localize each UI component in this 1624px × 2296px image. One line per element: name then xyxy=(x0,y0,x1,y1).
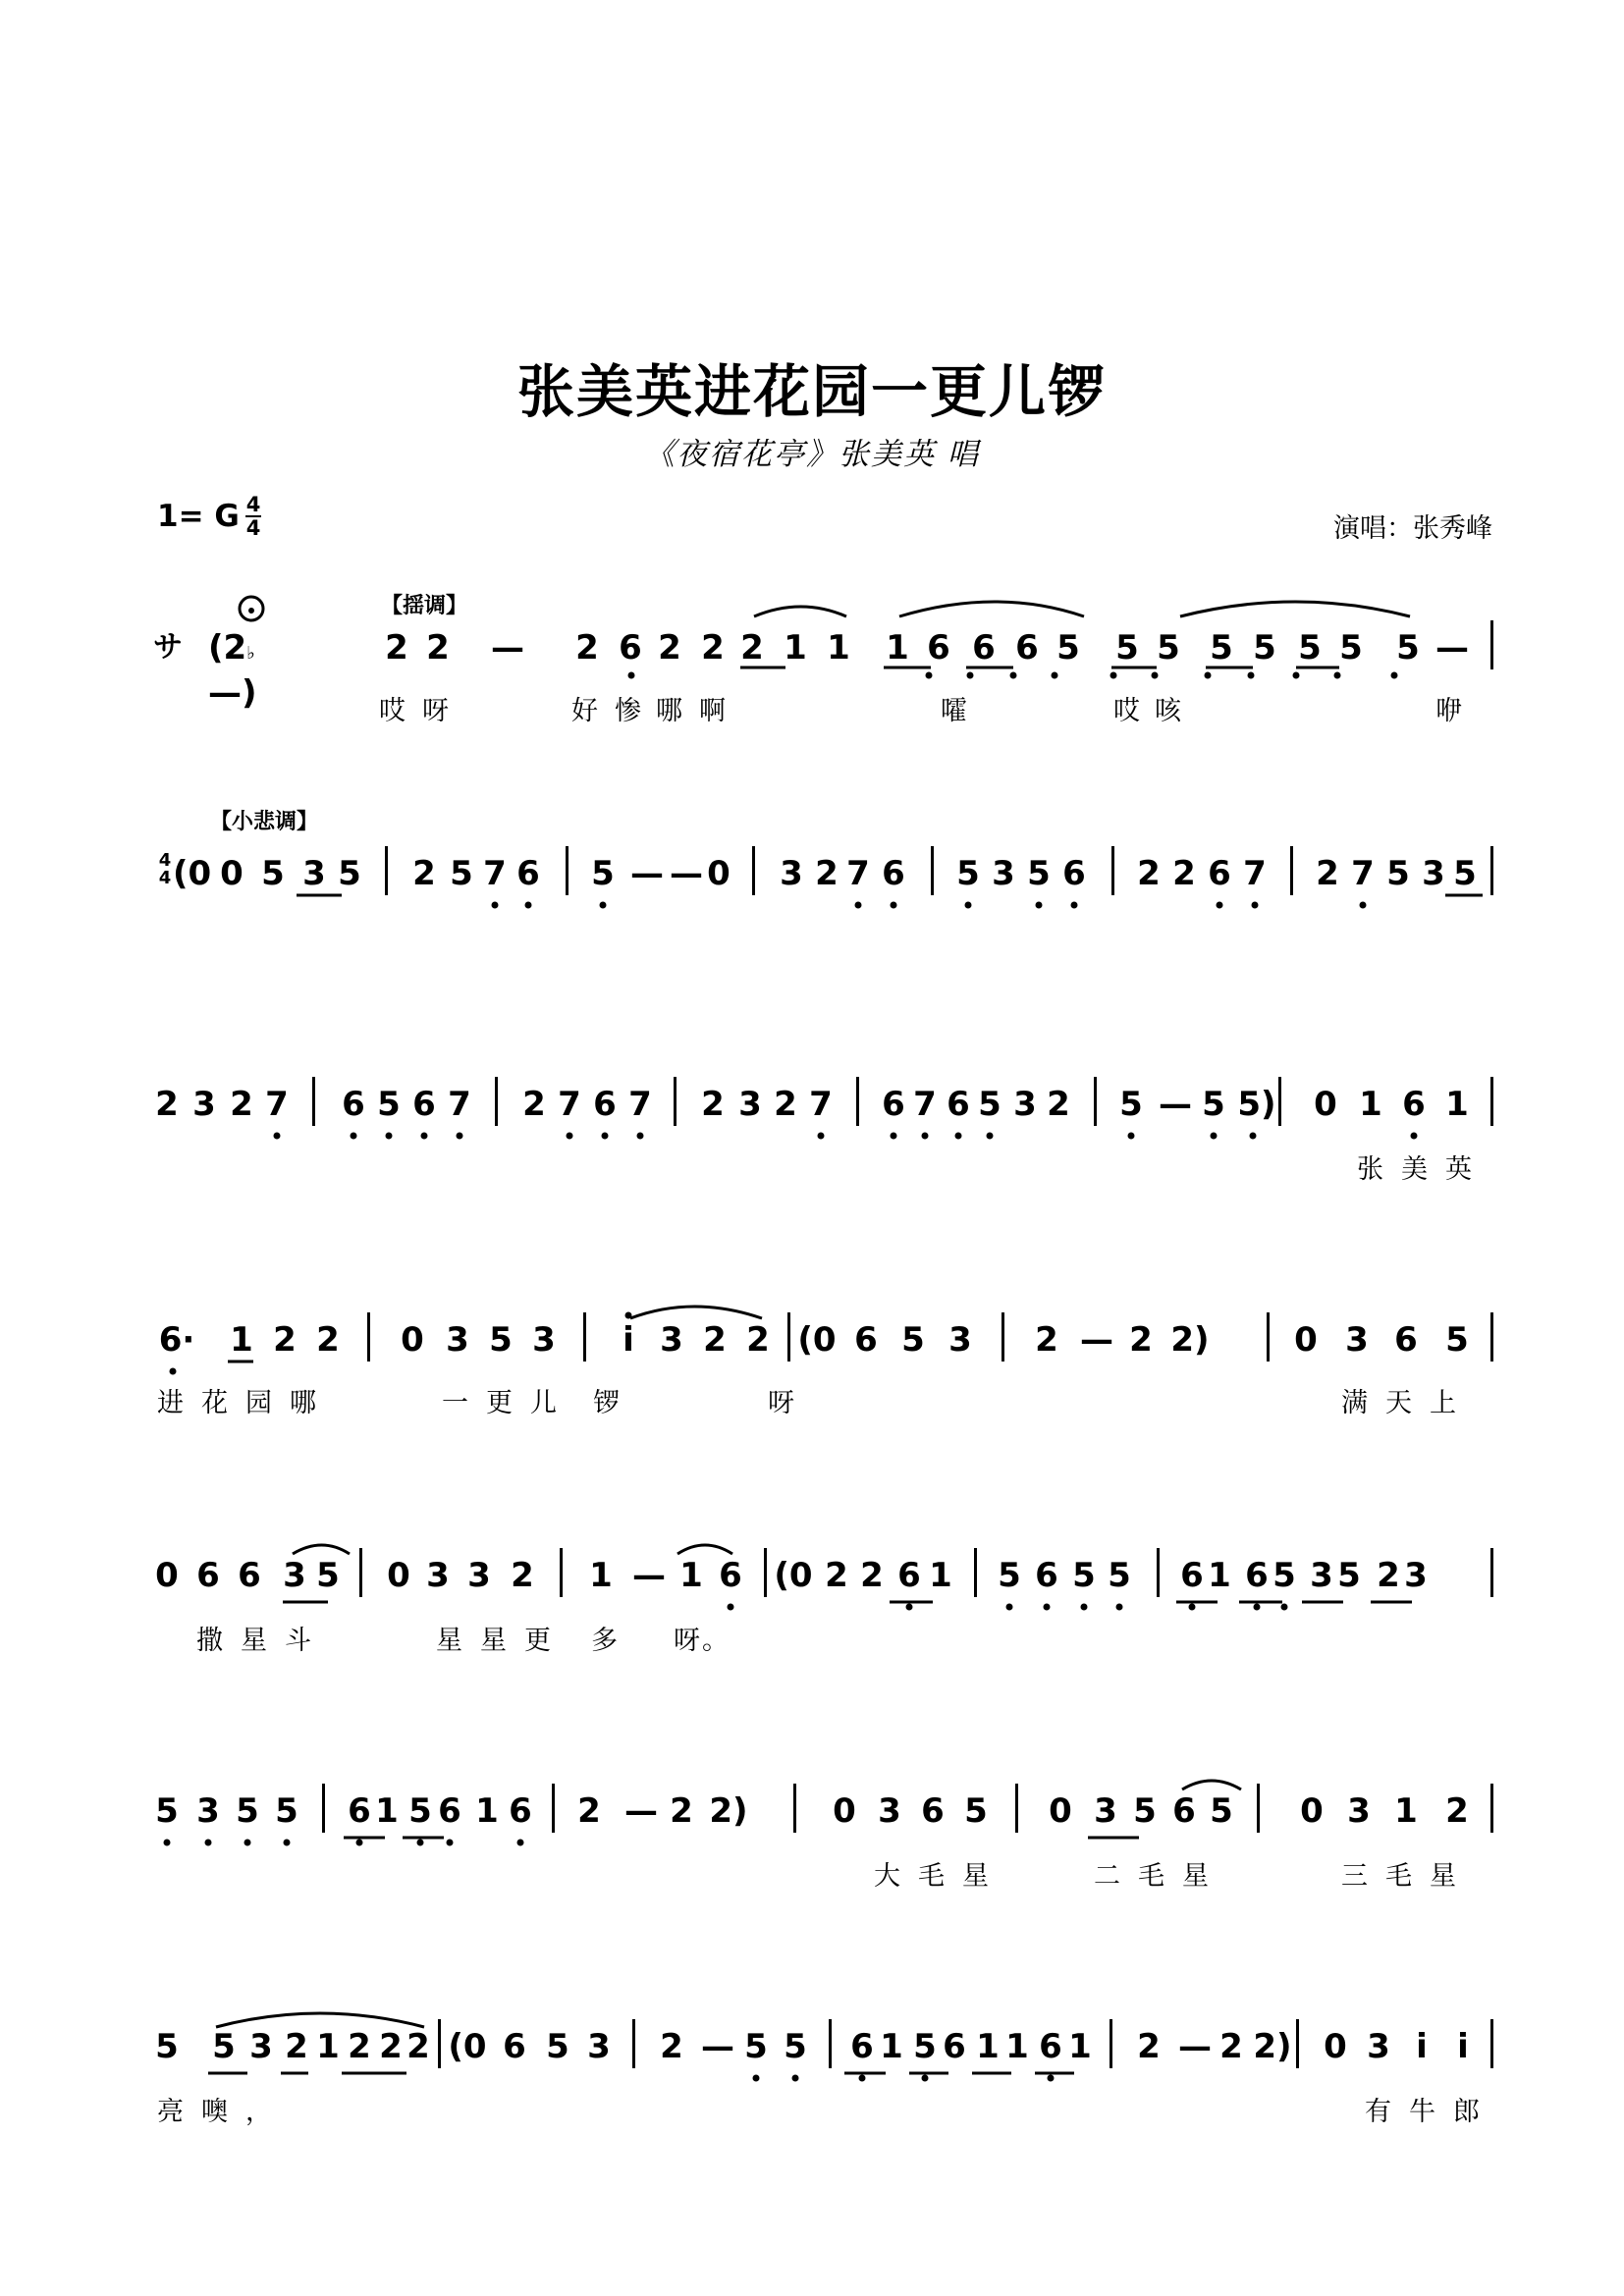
barline xyxy=(1490,620,1493,669)
note: 6 xyxy=(1394,1320,1418,1360)
note: 5 xyxy=(275,1791,298,1831)
barline xyxy=(322,1784,325,1833)
barline xyxy=(674,1077,677,1126)
note: 6 xyxy=(719,1556,742,1595)
lyrics-line-4c: 锣 xyxy=(593,1388,645,1418)
note: 6 xyxy=(348,1791,371,1831)
note: 2 xyxy=(1137,2027,1161,2066)
note: 5 xyxy=(1337,1556,1361,1595)
note: (0 xyxy=(797,1320,837,1360)
note: 6 xyxy=(854,1320,878,1360)
singer-credit: 演唱：张秀峰 xyxy=(1333,513,1492,544)
note: 0 xyxy=(833,1791,856,1831)
note: 2 xyxy=(273,1320,297,1360)
barline xyxy=(359,1548,362,1597)
note: 7 xyxy=(809,1085,833,1124)
lyrics-line-6a: 大毛星 xyxy=(874,1861,1006,1892)
score-line-5 xyxy=(153,1556,1492,1656)
notes-line-2 xyxy=(153,850,1492,913)
song-title: 张美英进花园一更儿锣 xyxy=(516,358,1107,425)
note: 2 xyxy=(1172,854,1196,893)
slur xyxy=(677,1545,732,1554)
note: 2 xyxy=(774,1085,797,1124)
note: 5 xyxy=(1108,1556,1131,1595)
time-signature: 4 4 xyxy=(245,493,261,540)
note: 5 xyxy=(236,1791,259,1831)
note: 0 xyxy=(1300,1791,1324,1831)
note: 5 xyxy=(1133,1791,1157,1831)
note: 3 xyxy=(426,1556,450,1595)
barline xyxy=(793,1784,796,1833)
lyrics-line-5b: 星星更 xyxy=(436,1626,568,1656)
note: 2 xyxy=(701,628,725,667)
score-line-3 xyxy=(153,1085,1492,1185)
barline xyxy=(1490,1784,1493,1833)
notes-line-7 xyxy=(153,2027,1492,2086)
lyrics-line-5c: 多 xyxy=(591,1626,643,1656)
note: 0 xyxy=(1324,2027,1347,2066)
note: 0 xyxy=(401,1320,424,1360)
note: 6· xyxy=(158,1320,195,1360)
note: 2 xyxy=(1047,1085,1070,1124)
barline xyxy=(1111,846,1114,895)
section-label-yao: 【揺调】 xyxy=(381,594,468,618)
note: — xyxy=(624,1791,658,1831)
note: 2) xyxy=(1170,1320,1210,1360)
note: 6 xyxy=(1062,854,1086,893)
note: — xyxy=(630,854,664,893)
note: 2 xyxy=(701,1085,725,1124)
note: 3 xyxy=(532,1320,556,1360)
barline xyxy=(829,2019,832,2068)
note: 2 xyxy=(1035,1320,1058,1360)
note: 2 xyxy=(825,1556,848,1595)
note: 5 xyxy=(1445,1320,1469,1360)
note: 5 xyxy=(155,1791,179,1831)
note: 1 xyxy=(1208,1556,1231,1595)
note: 6 xyxy=(882,854,905,893)
note: 6 xyxy=(947,1085,970,1124)
note: (0 xyxy=(173,854,212,893)
note: 1 xyxy=(886,628,909,667)
note: 1 xyxy=(679,1556,703,1595)
barline xyxy=(438,2019,441,2068)
note: 6 xyxy=(1035,1556,1058,1595)
note: 5 xyxy=(1210,1791,1233,1831)
note: 3 xyxy=(1404,1556,1428,1595)
barline xyxy=(856,1077,859,1126)
note: 2 xyxy=(1219,2027,1243,2066)
note: 7 xyxy=(1243,854,1267,893)
song-subtitle: 《夜宿花亭》张美英 唱 xyxy=(644,437,980,472)
note: 6 xyxy=(897,1556,921,1595)
note: 3 xyxy=(587,2027,611,2066)
note: 3 xyxy=(660,1320,683,1360)
note: — xyxy=(1435,628,1469,667)
note: 5 xyxy=(964,1791,988,1831)
slur xyxy=(1182,1781,1241,1789)
note: 2 xyxy=(230,1085,253,1124)
note: 5 xyxy=(901,1320,925,1360)
barline xyxy=(764,1548,767,1597)
note: — xyxy=(1080,1320,1113,1360)
note: 1 xyxy=(1445,1085,1469,1124)
notes-line-6 xyxy=(153,1791,1492,1850)
lyrics-line-6b: 二毛星 xyxy=(1094,1861,1226,1892)
note: 1 xyxy=(1394,1791,1418,1831)
note: 2 xyxy=(412,854,436,893)
barline xyxy=(974,1548,977,1597)
lyrics-line-4d: 呀 xyxy=(768,1388,820,1418)
note: 2 xyxy=(1137,854,1161,893)
note: 6 xyxy=(438,1791,461,1831)
note: 3 xyxy=(196,1791,220,1831)
barline xyxy=(1267,1312,1270,1362)
note: 3 xyxy=(302,854,326,893)
barline xyxy=(1257,1784,1260,1833)
barline xyxy=(1490,846,1493,895)
notes-line-1 xyxy=(153,628,1492,713)
note: 2 xyxy=(1129,1320,1153,1360)
note: 5 xyxy=(546,2027,569,2066)
barline xyxy=(385,846,388,895)
note: 0 xyxy=(220,854,244,893)
note: 3 xyxy=(1094,1791,1117,1831)
note: 0 xyxy=(1294,1320,1318,1360)
note: 5 xyxy=(591,854,615,893)
note: — xyxy=(491,628,524,667)
note: 2 xyxy=(658,628,681,667)
slur xyxy=(216,2013,424,2027)
note: 3 xyxy=(446,1320,469,1360)
note: 2 xyxy=(385,628,408,667)
note: — xyxy=(632,1556,666,1595)
note: — xyxy=(1159,1085,1192,1124)
barline xyxy=(752,846,755,895)
note: 3 xyxy=(1347,1791,1371,1831)
note: 5 xyxy=(1202,1085,1225,1124)
note: 6 xyxy=(1208,854,1231,893)
note: 2 xyxy=(660,2027,683,2066)
note: 1 xyxy=(929,1556,952,1595)
note: 2 xyxy=(348,2027,371,2066)
note: 5 xyxy=(1298,628,1322,667)
slur xyxy=(754,607,846,616)
note: 3 xyxy=(192,1085,216,1124)
note: 2 xyxy=(703,1320,727,1360)
note: 6 xyxy=(850,2027,874,2066)
note: 7 xyxy=(628,1085,652,1124)
note: i xyxy=(623,1320,634,1360)
note: 2 xyxy=(577,1791,601,1831)
barline xyxy=(583,1312,586,1362)
note: 3 xyxy=(467,1556,491,1595)
note: 5 xyxy=(956,854,980,893)
slur xyxy=(630,1307,762,1318)
note: 7 xyxy=(265,1085,289,1124)
note: 6 xyxy=(1180,1556,1204,1595)
note: i xyxy=(1416,2027,1428,2066)
note: 3 xyxy=(1310,1556,1333,1595)
note: 5 xyxy=(1027,854,1051,893)
note: 3 xyxy=(780,854,803,893)
note: 2 xyxy=(1377,1556,1400,1595)
note: — xyxy=(701,2027,734,2066)
barline xyxy=(1278,1077,1281,1126)
note: 5 xyxy=(1386,854,1410,893)
note: (0 xyxy=(448,2027,487,2066)
note: 2 xyxy=(670,1791,693,1831)
note: 6 xyxy=(1245,1556,1269,1595)
note: 0 xyxy=(707,854,731,893)
note: 2 xyxy=(1445,1791,1469,1831)
note: 7 xyxy=(483,854,507,893)
note: 2 xyxy=(575,628,599,667)
lyrics-line-6c: 三毛星 xyxy=(1341,1861,1474,1892)
note: 5 xyxy=(212,2027,236,2066)
note: 3 xyxy=(878,1791,901,1831)
note: 7 xyxy=(1351,854,1375,893)
note: 6 xyxy=(509,1791,532,1831)
note: 6 xyxy=(593,1085,617,1124)
note: 2 xyxy=(285,2027,308,2066)
key-signature: 1= G xyxy=(157,499,240,534)
note: 2 xyxy=(406,2027,430,2066)
note: 5 xyxy=(1115,628,1139,667)
note: 3 xyxy=(249,2027,273,2066)
lyrics-line-7b: 有牛郎 xyxy=(1365,2097,1497,2127)
note: 2 xyxy=(379,2027,403,2066)
barline xyxy=(787,1312,790,1362)
note: 1 xyxy=(880,2027,903,2066)
note: 5 xyxy=(261,854,285,893)
note: 5 xyxy=(1396,628,1420,667)
note: 5 xyxy=(1453,854,1477,893)
note: 5 xyxy=(408,1791,432,1831)
note: 5 xyxy=(913,2027,937,2066)
note: 5 xyxy=(1272,1556,1296,1595)
score-line-7 xyxy=(153,2027,1497,2127)
barline xyxy=(367,1312,370,1362)
note: 6 xyxy=(1172,1791,1196,1831)
note: 5 xyxy=(1119,1085,1143,1124)
note: 5 xyxy=(998,1556,1021,1595)
notes-line-5 xyxy=(153,1556,1492,1615)
note: 3 xyxy=(283,1556,306,1595)
barline xyxy=(1490,1077,1493,1126)
barline xyxy=(1001,1312,1004,1362)
note: 5 xyxy=(1339,628,1363,667)
note: 2) xyxy=(709,1791,748,1831)
note: i xyxy=(1457,2027,1469,2066)
note: 5 xyxy=(1157,628,1180,667)
note: 6 xyxy=(503,2027,526,2066)
barline xyxy=(552,1784,555,1833)
time-signature-inline: 4 4 xyxy=(158,850,172,888)
note: 3 xyxy=(1422,854,1445,893)
note: 2 xyxy=(746,1320,770,1360)
score-line-4 xyxy=(153,1320,1492,1418)
section-label-xiaobei: 【小悲调】 xyxy=(210,810,319,834)
barline xyxy=(1157,1548,1160,1597)
barline xyxy=(931,846,934,895)
note: 6 xyxy=(921,1791,945,1831)
note: (0 xyxy=(774,1556,813,1595)
score-line-6 xyxy=(153,1791,1492,1892)
lyrics-line-4b: 一更儿 xyxy=(442,1388,574,1418)
note: 7 xyxy=(913,1085,937,1124)
note: 6 xyxy=(1402,1085,1426,1124)
note: 3 xyxy=(1013,1085,1037,1124)
note: 5 xyxy=(1072,1556,1096,1595)
barline xyxy=(1490,1312,1493,1362)
note: 0 xyxy=(387,1556,410,1595)
barline xyxy=(1490,2019,1493,2068)
note: 2 xyxy=(1316,854,1339,893)
barline xyxy=(560,1548,563,1597)
barline xyxy=(1110,2019,1112,2068)
barline xyxy=(1296,2019,1299,2068)
note: 5 xyxy=(978,1085,1001,1124)
lyrics-line-4e: 满天上 xyxy=(1341,1388,1474,1418)
note: — xyxy=(670,854,703,893)
barline xyxy=(312,1077,315,1126)
note: 6 xyxy=(238,1556,261,1595)
note: 2 xyxy=(316,1320,340,1360)
note: 3 xyxy=(1345,1320,1369,1360)
note: 2 xyxy=(155,1085,179,1124)
note: 6 xyxy=(342,1085,365,1124)
note: 2 xyxy=(511,1556,534,1595)
note: 5) xyxy=(1237,1085,1276,1124)
barline xyxy=(495,1077,498,1126)
note: 2 xyxy=(522,1085,546,1124)
lyrics-line-3: 张美英 xyxy=(1357,1154,1489,1185)
note: 2 xyxy=(740,628,764,667)
note: 6 xyxy=(1039,2027,1062,2066)
lyrics-line-4a: 进花园哪 xyxy=(157,1388,334,1418)
note: 6 xyxy=(1015,628,1039,667)
note: 5 xyxy=(1210,628,1233,667)
note: 6 xyxy=(412,1085,436,1124)
note: 2 xyxy=(860,1556,884,1595)
note: 1 xyxy=(1005,2027,1029,2066)
note: 5 xyxy=(155,2027,179,2066)
note: 7 xyxy=(558,1085,581,1124)
note: 0 xyxy=(1049,1791,1072,1831)
score-line-1: サ (2♭ —) 2 2 — 2 6 2 2 2 1 1 1 6 6 6 5 5 5 5 5 5 5 5 — 哎 呀 好 惨 哪 啊 嚯 哎 咳 咿 xyxy=(153,628,1492,687)
note: 1 xyxy=(375,1791,399,1831)
note: 1 xyxy=(827,628,850,667)
note: 5 xyxy=(1253,628,1276,667)
barline xyxy=(566,846,568,895)
note: 5 xyxy=(744,2027,768,2066)
note: 0 xyxy=(155,1556,179,1595)
barline xyxy=(632,2019,635,2068)
note: 6 xyxy=(516,854,540,893)
lyrics-line-5a: 撒星斗 xyxy=(196,1626,329,1656)
note: サ xyxy=(153,630,183,665)
note: 1 xyxy=(1068,2027,1092,2066)
note: 5 xyxy=(377,1085,401,1124)
note: 6 xyxy=(882,1085,905,1124)
slur xyxy=(1180,602,1410,616)
slur xyxy=(293,1545,350,1554)
barline xyxy=(1015,1784,1018,1833)
barline xyxy=(1490,1548,1493,1597)
note: 6 xyxy=(943,2027,966,2066)
barline xyxy=(1094,1077,1097,1126)
note: (2♭ —) xyxy=(208,628,257,713)
lyrics-line-7a: 亮噢， xyxy=(157,2097,290,2127)
note: 3 xyxy=(738,1085,762,1124)
note: 7 xyxy=(448,1085,471,1124)
note: 2 xyxy=(815,854,839,893)
note: 5 xyxy=(450,854,473,893)
notes-line-3 xyxy=(153,1085,1492,1144)
note: 6 xyxy=(927,628,950,667)
note: 1 xyxy=(784,628,807,667)
note: 0 xyxy=(1314,1085,1337,1124)
note: 1 xyxy=(1359,1085,1382,1124)
barline xyxy=(1290,846,1293,895)
note: 3 xyxy=(1367,2027,1390,2066)
note: 7 xyxy=(846,854,870,893)
note: 3 xyxy=(992,854,1015,893)
note: 6 xyxy=(196,1556,220,1595)
note: — xyxy=(1178,2027,1212,2066)
note: 5 xyxy=(489,1320,513,1360)
lyrics-line-5d: 呀。 xyxy=(674,1626,731,1656)
note: 1 xyxy=(589,1556,613,1595)
note: 5 xyxy=(1056,628,1080,667)
note: 3 xyxy=(948,1320,972,1360)
note: 1 xyxy=(230,1320,253,1360)
note: 2) xyxy=(1253,2027,1292,2066)
note: 1 xyxy=(316,2027,340,2066)
notes-line-4 xyxy=(153,1320,1492,1379)
note: 2 xyxy=(426,628,450,667)
note: 5 xyxy=(316,1556,340,1595)
note: 6 xyxy=(972,628,996,667)
note: 5 xyxy=(784,2027,807,2066)
note: 1 xyxy=(976,2027,1000,2066)
note: 5 xyxy=(338,854,361,893)
slur xyxy=(899,602,1084,616)
note: 6 xyxy=(619,628,642,667)
score-line-2 xyxy=(153,850,1492,913)
note: 1 xyxy=(475,1791,499,1831)
